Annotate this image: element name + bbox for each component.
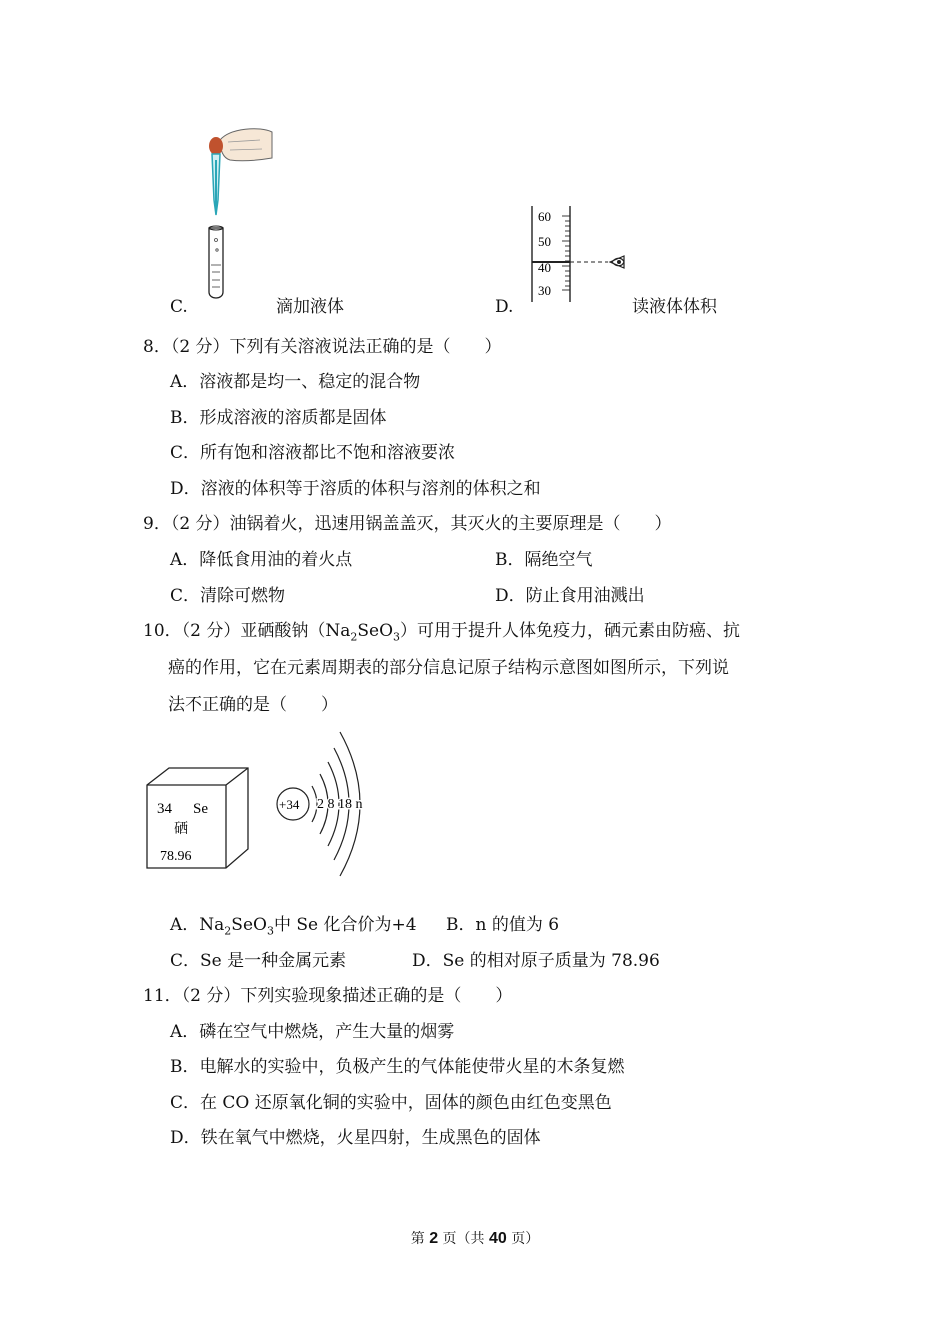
q8-option-b: B．形成溶液的溶质都是固体 bbox=[170, 408, 387, 428]
q9-option-b: B．隔绝空气 bbox=[495, 550, 593, 570]
page-footer bbox=[0, 1228, 950, 1248]
q7-option-c-caption: 滴加液体 bbox=[276, 297, 344, 317]
q10-stem-line2: 癌的作用，它在元素周期表的部分信息记原子结构示意图如图所示，下列说 bbox=[168, 658, 729, 678]
q11-option-a: A．磷在空气中燃烧，产生大量的烟雾 bbox=[170, 1022, 455, 1042]
q9-option-d: D．防止食用油溅出 bbox=[495, 586, 645, 606]
q10-option-a bbox=[170, 914, 417, 942]
dropper-figure bbox=[190, 120, 280, 305]
q10-opt-a-pre: A．Na bbox=[170, 915, 225, 935]
q10-stem-part-a: 10．（2 分）亚硒酸钠（Na bbox=[143, 621, 351, 641]
q10-stem-sub2: 3 bbox=[393, 630, 401, 644]
element-atomic-number: 34 bbox=[157, 801, 172, 817]
element-symbol: Se bbox=[193, 801, 208, 817]
q11-option-c: C．在 CO 还原氧化铜的实验中，固体的颜色由红色变黑色 bbox=[170, 1093, 612, 1113]
q8-option-c: C．所有饱和溶液都比不饱和溶液要浓 bbox=[170, 443, 456, 463]
element-name: 硒 bbox=[174, 821, 188, 837]
q7-option-c-letter: C. bbox=[170, 297, 188, 317]
footer-post: 页） bbox=[506, 1231, 540, 1247]
footer-pre: 第 bbox=[410, 1231, 430, 1247]
q7-option-d-letter: D. bbox=[495, 297, 514, 317]
tick-label-40: 40 bbox=[538, 260, 551, 275]
q9-option-a: A．降低食用油的着火点 bbox=[170, 550, 353, 570]
footer-page-number: 2 bbox=[429, 1230, 439, 1247]
q10-option-c: C．Se 是一种金属元素 bbox=[170, 951, 347, 971]
q8-stem: 8．（2 分）下列有关溶液说法正确的是（ ） bbox=[143, 337, 502, 357]
footer-mid: 页（共 bbox=[438, 1231, 489, 1247]
element-cell-figure bbox=[144, 765, 254, 873]
footer-total-pages: 40 bbox=[489, 1230, 507, 1247]
q10-stem-sub1: 2 bbox=[350, 630, 358, 644]
q9-stem: 9．（2 分）油锅着火，迅速用锅盖盖灭，其灭火的主要原理是（ ） bbox=[143, 514, 672, 534]
q8-option-a: A．溶液都是均一、稳定的混合物 bbox=[170, 372, 421, 392]
q11-option-b: B．电解水的实验中，负极产生的气体能使带火星的木条复燃 bbox=[170, 1057, 625, 1077]
atom-structure-figure bbox=[272, 724, 382, 882]
tick-label-30: 30 bbox=[538, 283, 551, 298]
hand-shape bbox=[220, 129, 272, 161]
tick-label-60: 60 bbox=[538, 209, 551, 224]
q8-option-d: D．溶液的体积等于溶质的体积与溶剂的体积之和 bbox=[170, 479, 541, 499]
q10-option-b: B．n 的值为 6 bbox=[446, 915, 560, 935]
tick-label-50: 50 bbox=[538, 234, 551, 249]
q10-option-d: D．Se 的相对原子质量为 78.96 bbox=[412, 951, 660, 971]
q10-stem-part-c: ）可用于提升人体免疫力，硒元素由防癌、抗 bbox=[400, 621, 741, 641]
element-atomic-mass: 78.96 bbox=[160, 849, 192, 864]
nucleus-charge: +34 bbox=[279, 797, 300, 812]
q10-stem-line1 bbox=[143, 620, 740, 648]
electron-shells-label: 2 8 18 n bbox=[317, 797, 363, 812]
q10-stem-part-b: SeO bbox=[357, 621, 394, 641]
q10-opt-a-mid: SeO bbox=[231, 915, 267, 935]
q10-opt-a-post: 中 Se 化合价为+4 bbox=[273, 915, 417, 935]
dropper-bulb bbox=[209, 137, 223, 155]
q10-stem-line3: 法不正确的是（ ） bbox=[168, 695, 338, 715]
graduated-cylinder-figure bbox=[528, 202, 638, 307]
q11-stem: 11．（2 分）下列实验现象描述正确的是（ ） bbox=[143, 986, 513, 1006]
q11-option-d: D．铁在氧气中燃烧，火星四射，生成黑色的固体 bbox=[170, 1128, 541, 1148]
q10-opt-a-sub2: 3 bbox=[266, 924, 274, 938]
q7-option-d-caption: 读液体体积 bbox=[632, 297, 717, 317]
q10-opt-a-sub1: 2 bbox=[224, 924, 232, 938]
q9-option-c: C．清除可燃物 bbox=[170, 586, 286, 606]
